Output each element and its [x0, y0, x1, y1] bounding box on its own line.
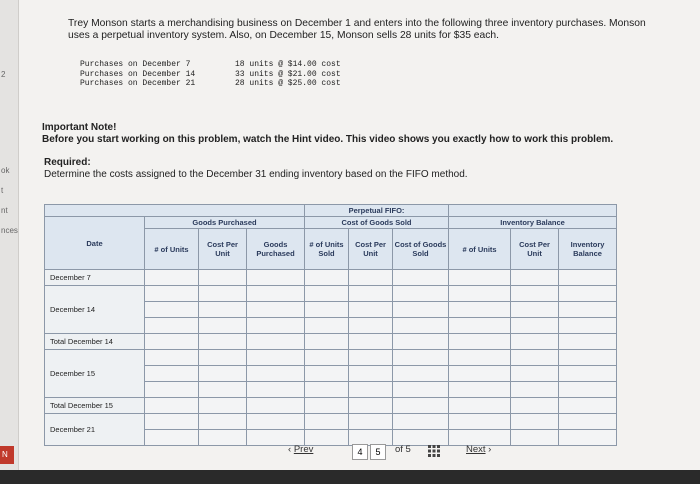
header-units-sold: # of Units Sold: [305, 229, 349, 270]
purchase-label-3: Purchases on December 21: [80, 79, 196, 88]
input-cell[interactable]: [247, 398, 305, 414]
group-goods-purchased: Goods Purchased: [145, 217, 305, 229]
sidebar-item-4[interactable]: nt: [1, 206, 8, 215]
input-cell[interactable]: [449, 334, 511, 350]
input-cell[interactable]: [199, 430, 247, 446]
input-cell[interactable]: [511, 414, 559, 430]
header-cogs: Cost of Goods Sold: [393, 229, 449, 270]
input-cell[interactable]: [247, 382, 305, 398]
input-cell[interactable]: [247, 302, 305, 318]
left-sidebar: [0, 0, 19, 470]
input-cell[interactable]: [449, 302, 511, 318]
input-cell[interactable]: [559, 350, 617, 366]
input-cell[interactable]: [393, 398, 449, 414]
input-cell[interactable]: [247, 414, 305, 430]
input-cell[interactable]: [393, 366, 449, 382]
problem-intro: Trey Monson starts a merchandising business on December 1 and enters into the following three inventory purchases. Monson uses a perpetual inventory system. Also, on December 15, Monson sells 28 units for $35 each.: [68, 18, 646, 41]
input-cell[interactable]: [393, 318, 449, 334]
header-goods-purchased: Goods Purchased: [247, 229, 305, 270]
important-note: [42, 122, 613, 146]
row-date-label: December 14: [45, 286, 145, 334]
input-cell[interactable]: [305, 318, 349, 334]
prev-button[interactable]: ‹ Prev: [288, 444, 314, 455]
table-row: [45, 350, 617, 366]
input-cell[interactable]: [449, 366, 511, 382]
input-cell[interactable]: [349, 318, 393, 334]
header-date: Date: [45, 217, 145, 270]
input-cell[interactable]: [449, 286, 511, 302]
input-cell[interactable]: [305, 286, 349, 302]
input-cell[interactable]: [305, 382, 349, 398]
note-title: Important Note!: [42, 122, 117, 133]
header-inventory-balance: Inventory Balance: [559, 229, 617, 270]
input-cell[interactable]: [393, 286, 449, 302]
purchase-detail-2: 33 units @ $21.00 cost: [235, 69, 341, 79]
input-cell[interactable]: [247, 318, 305, 334]
purchase-detail-1: 18 units @ $14.00 cost: [235, 60, 341, 69]
page-5-button[interactable]: 5: [370, 444, 386, 460]
row-date-label: December 15: [45, 350, 145, 398]
input-cell[interactable]: [305, 334, 349, 350]
input-cell[interactable]: [559, 318, 617, 334]
input-cell[interactable]: [511, 398, 559, 414]
input-cell[interactable]: [559, 430, 617, 446]
input-cell[interactable]: [349, 270, 393, 286]
input-cell[interactable]: [393, 382, 449, 398]
row-date-label: Total December 15: [45, 398, 145, 414]
row-date-label: December 21: [45, 414, 145, 446]
row-date-label: December 7: [45, 270, 145, 286]
input-cell[interactable]: [199, 398, 247, 414]
input-cell[interactable]: [449, 382, 511, 398]
input-cell[interactable]: [199, 350, 247, 366]
sidebar-item-3[interactable]: t: [1, 186, 4, 195]
input-cell[interactable]: [449, 350, 511, 366]
purchase-label-2: Purchases on December 14: [80, 69, 196, 79]
input-cell[interactable]: [305, 366, 349, 382]
input-cell[interactable]: [393, 302, 449, 318]
sidebar-item-1[interactable]: 2: [1, 70, 6, 79]
input-cell[interactable]: [145, 286, 199, 302]
input-cell[interactable]: [559, 286, 617, 302]
next-button[interactable]: Next ›: [466, 444, 492, 455]
input-cell[interactable]: [449, 318, 511, 334]
input-cell[interactable]: [511, 350, 559, 366]
input-cell[interactable]: [393, 334, 449, 350]
input-cell[interactable]: [349, 334, 393, 350]
required-text: Determine the costs assigned to the December 31 ending inventory based on the FIFO method.: [44, 169, 468, 180]
table-row: [45, 334, 617, 350]
purchase-details: [235, 60, 341, 89]
input-cell[interactable]: [145, 430, 199, 446]
input-cell[interactable]: [511, 286, 559, 302]
group-inventory-balance: Inventory Balance: [449, 217, 617, 229]
sidebar-badge[interactable]: N: [0, 446, 14, 464]
input-cell[interactable]: [449, 398, 511, 414]
input-cell[interactable]: [145, 414, 199, 430]
input-cell[interactable]: [449, 270, 511, 286]
input-cell[interactable]: [145, 270, 199, 286]
input-cell[interactable]: [559, 334, 617, 350]
input-cell[interactable]: [559, 398, 617, 414]
required-section: [44, 157, 468, 181]
grid-menu-icon[interactable]: [428, 445, 440, 457]
input-cell[interactable]: [199, 414, 247, 430]
header-cost-per-unit: Cost Per Unit: [199, 229, 247, 270]
input-cell[interactable]: [305, 302, 349, 318]
input-cell[interactable]: [349, 350, 393, 366]
input-cell[interactable]: [145, 398, 199, 414]
input-cell[interactable]: [449, 414, 511, 430]
table-title: Perpetual FIFO:: [305, 205, 449, 217]
input-cell[interactable]: [199, 382, 247, 398]
table-row: [45, 286, 617, 302]
input-cell[interactable]: [305, 414, 349, 430]
input-cell[interactable]: [199, 334, 247, 350]
input-cell[interactable]: [145, 350, 199, 366]
header-balance-units: # of Units: [449, 229, 511, 270]
table-row: [45, 414, 617, 430]
purchase-label-1: Purchases on December 7: [80, 60, 191, 69]
input-cell[interactable]: [145, 334, 199, 350]
required-title: Required:: [44, 157, 91, 168]
input-cell[interactable]: [559, 366, 617, 382]
input-cell[interactable]: [247, 270, 305, 286]
input-cell[interactable]: [393, 350, 449, 366]
input-cell[interactable]: [247, 350, 305, 366]
fifo-worksheet: [44, 204, 616, 432]
group-cost-of-goods-sold: Cost of Goods Sold: [305, 217, 449, 229]
input-cell[interactable]: [559, 270, 617, 286]
input-cell[interactable]: [393, 414, 449, 430]
input-cell[interactable]: [305, 398, 349, 414]
input-cell[interactable]: [349, 382, 393, 398]
input-cell[interactable]: [511, 382, 559, 398]
header-units: # of Units: [145, 229, 199, 270]
input-cell[interactable]: [305, 350, 349, 366]
taskbar: [0, 470, 700, 484]
input-cell[interactable]: [349, 366, 393, 382]
input-cell[interactable]: [511, 334, 559, 350]
purchase-labels: [80, 60, 195, 89]
header-cost-per-unit-sold: Cost Per Unit: [349, 229, 393, 270]
input-cell[interactable]: [145, 366, 199, 382]
input-cell[interactable]: [511, 270, 559, 286]
note-text: Before you start working on this problem, watch the Hint video. This video shows you exactly how to work this problem.: [42, 134, 614, 145]
input-cell[interactable]: [559, 414, 617, 430]
input-cell[interactable]: [559, 382, 617, 398]
input-cell[interactable]: [199, 366, 247, 382]
input-cell[interactable]: [349, 414, 393, 430]
page-4-button[interactable]: 4: [352, 444, 368, 460]
sidebar-item-5[interactable]: nces: [1, 226, 18, 235]
input-cell[interactable]: [511, 318, 559, 334]
input-cell[interactable]: [511, 430, 559, 446]
table-row: [45, 398, 617, 414]
purchase-detail-3: 28 units @ $25.00 cost: [235, 79, 341, 88]
input-cell[interactable]: [349, 286, 393, 302]
input-cell[interactable]: [559, 302, 617, 318]
sidebar-item-2[interactable]: ok: [1, 166, 10, 175]
input-cell[interactable]: [247, 286, 305, 302]
input-cell[interactable]: [199, 286, 247, 302]
header-balance-cost: Cost Per Unit: [511, 229, 559, 270]
table-row: [45, 270, 617, 286]
input-cell[interactable]: [145, 382, 199, 398]
input-cell[interactable]: [199, 318, 247, 334]
input-cell[interactable]: [145, 302, 199, 318]
input-cell[interactable]: [349, 302, 393, 318]
page-count: of 5: [395, 444, 411, 455]
input-cell[interactable]: [247, 334, 305, 350]
input-cell[interactable]: [305, 270, 349, 286]
input-cell[interactable]: [199, 270, 247, 286]
input-cell[interactable]: [145, 318, 199, 334]
input-cell[interactable]: [199, 302, 247, 318]
input-cell[interactable]: [349, 398, 393, 414]
input-cell[interactable]: [511, 366, 559, 382]
row-date-label: Total December 14: [45, 334, 145, 350]
input-cell[interactable]: [247, 366, 305, 382]
input-cell[interactable]: [511, 302, 559, 318]
input-cell[interactable]: [393, 270, 449, 286]
